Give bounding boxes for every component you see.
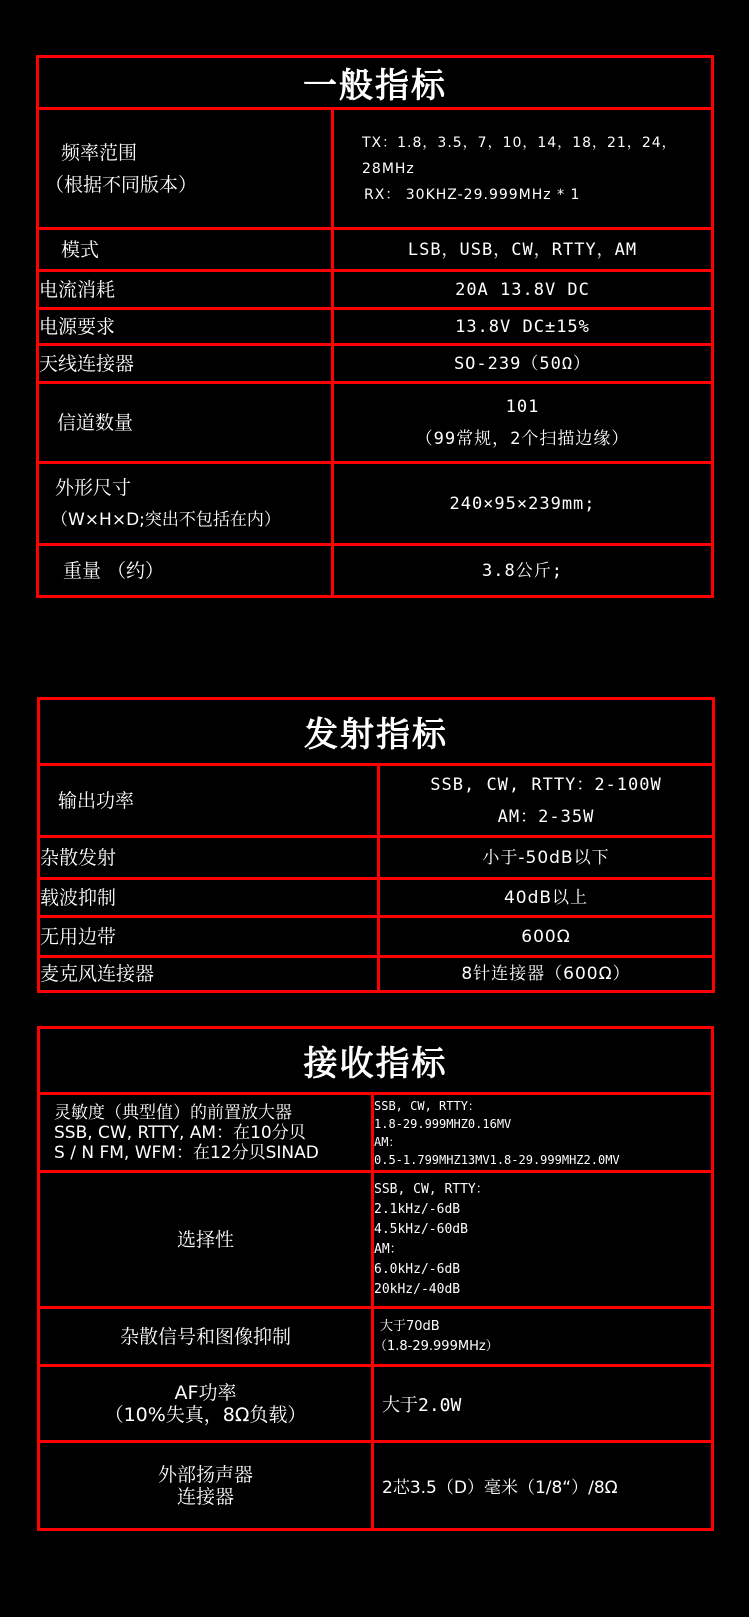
spec-label-mic-connector: 麦克风连接器 [39, 957, 379, 992]
spec-value-unwanted-sideband: 600Ω [379, 917, 714, 957]
table-row [39, 1366, 713, 1442]
table-row [39, 765, 714, 837]
spec-label-selectivity: 选择性 [39, 1172, 373, 1308]
spec-label-dimensions: 外形尺寸 （W×H×D;突出不包括在内） [38, 463, 333, 545]
spec-label-channel-count: 信道数量 [38, 383, 333, 463]
spec-value-spurious-emission: 小于-50dB以下 [379, 837, 714, 879]
table-row [38, 545, 713, 597]
spec-value-carrier-suppression: 40dB以上 [379, 879, 714, 917]
receive-spec-table [37, 1026, 714, 1531]
table-row [38, 229, 713, 271]
transmit-spec-table [37, 697, 715, 993]
table-row [39, 957, 714, 992]
spec-label-current-consumption: 电流消耗 [38, 271, 333, 309]
spec-value-power-requirement: 13.8V DC±15% [333, 309, 713, 345]
general-spec-table [36, 55, 714, 598]
spec-label-power-requirement: 电源要求 [38, 309, 333, 345]
spec-label-spurious-image-rejection: 杂散信号和图像抑制 [39, 1308, 373, 1366]
table-row [39, 837, 714, 879]
spec-label-external-speaker-connector: 外部扬声器 连接器 [39, 1442, 373, 1530]
spec-label-af-power: AF功率 （10%失真，8Ω负载） [39, 1366, 373, 1442]
table-row [38, 345, 713, 383]
spec-value-af-power: 大于2.0W [373, 1366, 713, 1442]
spec-value-weight: 3.8公斤; [333, 545, 713, 597]
transmit-spec-title: 发射指标 [39, 699, 714, 765]
table-row [39, 1308, 713, 1366]
spec-label-unwanted-sideband: 无用边带 [39, 917, 379, 957]
spec-value-output-power: SSB, CW, RTTY：2-100W AM：2-35W [379, 765, 714, 837]
spec-label-spurious-emission: 杂散发射 [39, 837, 379, 879]
spec-value-sensitivity: SSB, CW, RTTY： 1.8-29.999MHZ0.16MV AM： 0.5-1.799MHZ13MV1.8-29.999MHZ2.0MV [373, 1094, 713, 1172]
table-row [39, 1094, 713, 1172]
receive-spec-title: 接收指标 [39, 1028, 713, 1094]
general-spec-title: 一般指标 [38, 57, 713, 109]
spec-label-output-power: 输出功率 [39, 765, 379, 837]
spec-label-frequency-range: 频率范围 （根据不同版本） [38, 109, 333, 229]
spec-value-current-consumption: 20A 13.8V DC [333, 271, 713, 309]
spec-label-mode: 模式 [38, 229, 333, 271]
table-row [38, 109, 713, 229]
table-row [38, 463, 713, 545]
table-row [38, 271, 713, 309]
spec-label-carrier-suppression: 载波抑制 [39, 879, 379, 917]
spec-value-frequency-range: TX：1.8，3.5，7，10，14，18，21，24，28MHz RX： 30KHZ-29.999MHz * 1 [333, 109, 713, 229]
spec-label-antenna-connector: 天线连接器 [38, 345, 333, 383]
table-row [38, 309, 713, 345]
spec-label-weight: 重量 （约） [38, 545, 333, 597]
table-row [39, 1442, 713, 1530]
spec-value-mic-connector: 8针连接器（600Ω） [379, 957, 714, 992]
spec-value-antenna-connector: SO-239（50Ω） [333, 345, 713, 383]
spec-value-dimensions: 240×95×239mm; [333, 463, 713, 545]
spec-label-sensitivity: 灵敏度（典型值）的前置放大器 SSB, CW, RTTY, AM：在10分贝 S / N FM, WFM：在12分贝SINAD [39, 1094, 373, 1172]
spec-value-mode: LSB，USB，CW，RTTY，AM [333, 229, 713, 271]
spec-value-spurious-image-rejection: 大于70dB （1.8-29.999MHz） [373, 1308, 713, 1366]
table-row [39, 1172, 713, 1308]
table-row [38, 383, 713, 463]
table-row [39, 879, 714, 917]
spec-value-channel-count: 101 （99常规，2个扫描边缘） [333, 383, 713, 463]
spec-value-external-speaker-connector: 2芯3.5（D）毫米（1/8“）/8Ω [373, 1442, 713, 1530]
spec-value-selectivity: SSB, CW, RTTY： 2.1kHz/-6dB 4.5kHz/-60dB AM： 6.0kHz/-6dB 20kHz/-40dB [373, 1172, 713, 1308]
table-row [39, 917, 714, 957]
